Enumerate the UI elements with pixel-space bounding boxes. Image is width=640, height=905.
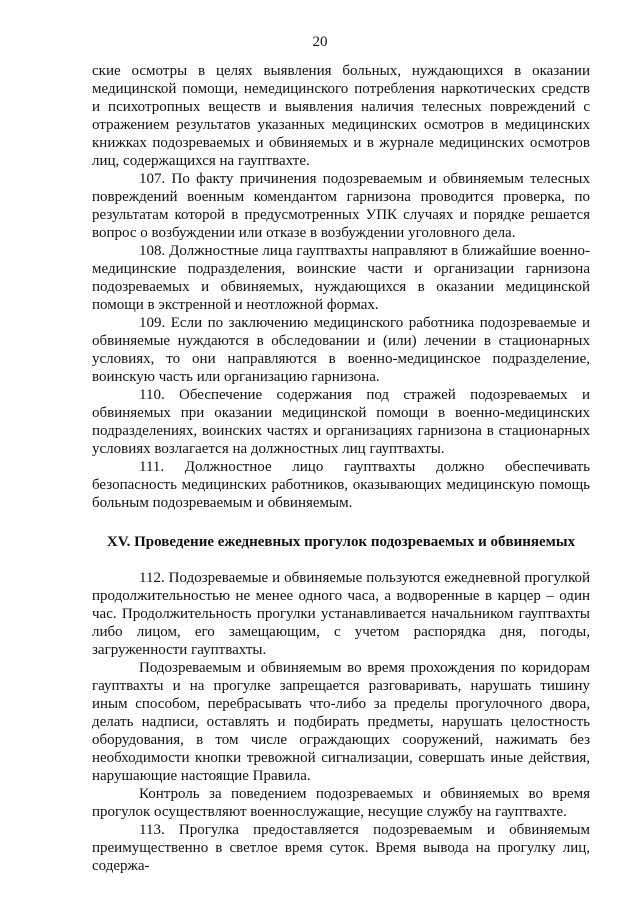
section-heading: XV. Проведение ежедневных прогулок подозреваемых и обвиняемых [106, 534, 576, 550]
paragraph-text: Подозреваемые и обвиняемые пользуются ежедневной прогулкой продолжительностью не менее одного часа, а водворенные в карцер – один час. Продолжительность прогулки устанавливается начальником гауптвахты либо лицом, его замещающим, с учетом распорядка дня, погоды, загруженности гауптвахты. [92, 570, 590, 658]
document-body [92, 62, 590, 875]
paragraph-number: 107. [139, 171, 166, 187]
paragraph-text: Должностное лицо гауптвахты должно обеспечивать безопасность медицинских работников, оказывающих медицинскую помощь больным подозреваемым и обвиняемым. [92, 459, 590, 511]
paragraph-continued [92, 62, 590, 170]
paragraph-text: ские осмотры в целях выявления больных, нуждающихся в оказании медицинской помощи, немедицинского потребления наркотических средств и психотропных веществ и выявления наличия телесных повреждений с отражением результатов указанных медицинских осмотров в медицинских книжках подозреваемых и обвиняемых и в журнале медицинских осмотров лиц, содержащихся на гауптвахте. [92, 63, 590, 169]
paragraph-text: Должностные лица гауптвахты направляют в ближайшие военно-медицинские подразделения, воинские части и организации гарнизона подозреваемых и обвиняемых, нуждающихся в оказании медицинской помощи в экстренной и неотложной формах. [92, 243, 590, 313]
paragraph-108 [92, 242, 590, 314]
paragraph-number: 112. [139, 570, 165, 586]
paragraph-111 [92, 458, 590, 512]
paragraph-113 [92, 821, 590, 875]
paragraph-number: 113. [139, 822, 165, 838]
paragraph-number: 108. [139, 243, 166, 259]
page-number: 20 [312, 34, 328, 50]
paragraph-number: 109. [139, 315, 166, 331]
paragraph-text: По факту причинения подозреваемым и обвиняемым телесных повреждений военным комендантом гарнизона проводится проверка, по результатам которой в предусмотренных УПК случаях и порядке решается вопрос о возбуждении или отказе в возбуждении уголовного дела. [92, 171, 590, 241]
paragraph-number: 110. [139, 387, 165, 403]
paragraph [92, 659, 590, 785]
paragraph-text: Если по заключению медицинского работника подозреваемые и обвиняемые нуждаются в обследовании и (или) лечении в стационарных условиях, то они направляются в военно-медицинское подразделение, воинскую часть или организацию гарнизона. [92, 315, 591, 385]
paragraph-107 [92, 170, 590, 242]
paragraph-112 [92, 569, 590, 659]
paragraph-text: Контроль за поведением подозреваемых и обвиняемых во время прогулок осуществляют военнослужащие, несущие службу на гауптвахте. [92, 786, 590, 820]
paragraph-text: Обеспечение содержания под стражей подозреваемых и обвиняемых при оказании медицинской помощи в военно-медицинских подразделениях, воинских частях и организациях гарнизона в стационарных условиях возлагается на должностных лиц гауптвахты. [92, 387, 590, 457]
paragraph-109 [92, 314, 590, 386]
paragraph-text: Прогулка предоставляется подозреваемым и обвиняемым преимущественно в светлое время суток. Время вывода на прогулку лиц, содержа- [92, 822, 590, 874]
paragraph-number: 111. [139, 459, 165, 475]
paragraph-110 [92, 386, 590, 458]
paragraph [92, 785, 590, 821]
paragraph-text: Подозреваемым и обвиняемым во время прохождения по коридорам гауптвахты и на прогулке запрещается разговаривать, нарушать тишину иным способом, перебрасывать что-либо за пределы прогулочного двора, делать надписи, оставлять и подбирать предметы, нарушать целостность оборудования, в том числе ограждающих сооружений, нажимать без необходимости кнопки тревожной сигнализации, совершать иные действия, нарушающие настоящие Правила. [92, 660, 590, 784]
